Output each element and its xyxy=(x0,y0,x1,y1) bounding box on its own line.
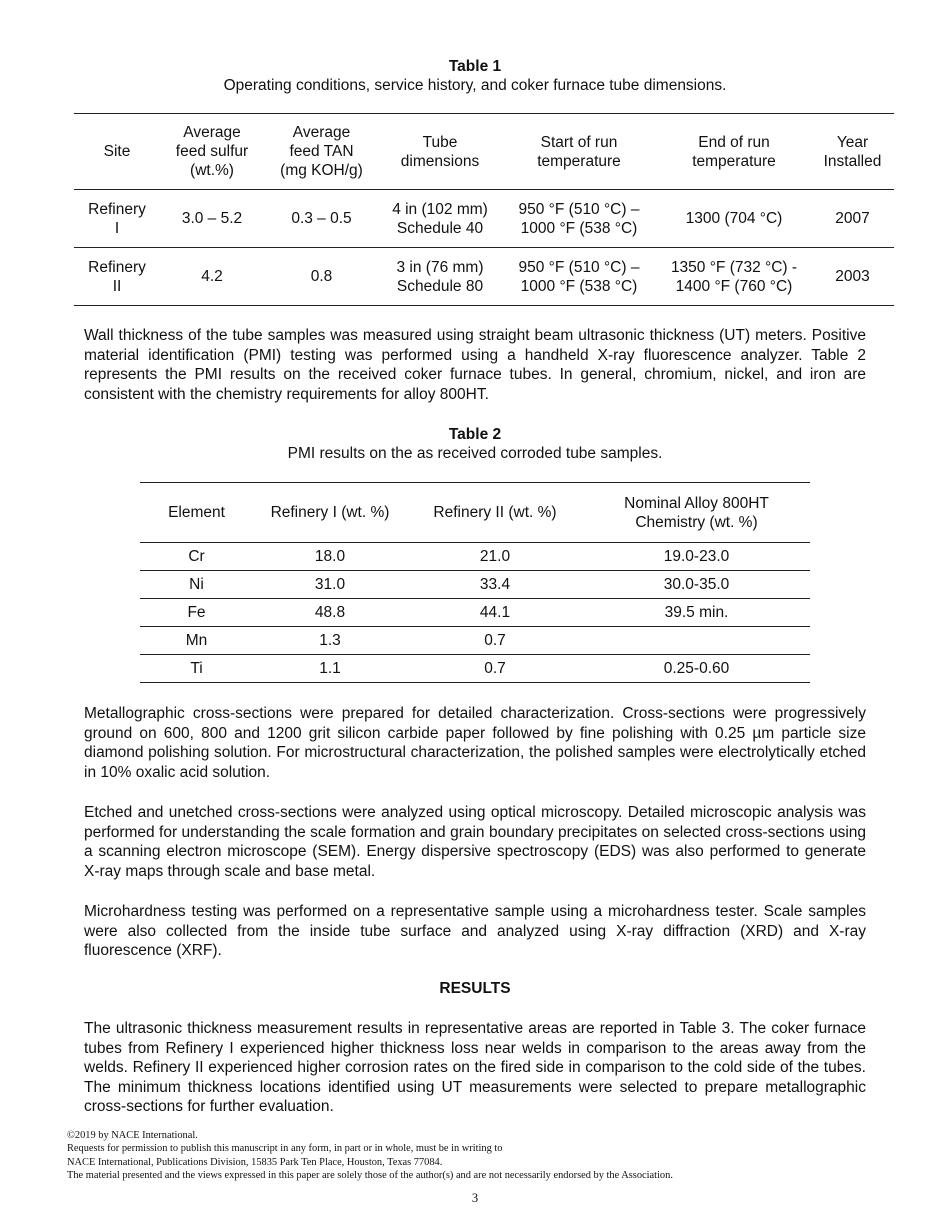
table-cell: 1.1 xyxy=(319,660,341,677)
table1-header-year: Year Installed xyxy=(811,114,894,190)
table1-number: Table 1 xyxy=(448,58,502,75)
table-cell: 1.3 xyxy=(253,627,407,655)
table-cell: 4.2 xyxy=(201,268,223,285)
table-cell: Refinery I xyxy=(74,190,160,248)
table-row xyxy=(74,248,894,306)
table1-header-start-temp: Start of run temperature xyxy=(501,114,657,190)
copyright-footer xyxy=(67,1129,907,1183)
table-cell: Cr xyxy=(140,543,253,571)
footer-copyright: ©2019 by NACE International. xyxy=(67,1130,198,1141)
table-row xyxy=(140,543,810,571)
table-cell: 2007 xyxy=(811,190,894,248)
table2-header-nominal: Nominal Alloy 800HT Chemistry (wt. %) xyxy=(583,483,810,543)
table-cell: 0.7 xyxy=(484,660,506,677)
results-heading: RESULTS xyxy=(439,980,511,997)
table1-caption xyxy=(0,57,950,95)
table-row xyxy=(140,571,810,599)
table2-header-row xyxy=(140,483,810,543)
table-cell: 2003 xyxy=(835,268,870,285)
table-cell: Refinery II xyxy=(88,258,146,295)
table-cell: 48.8 xyxy=(253,599,407,627)
table-cell: 0.3 – 0.5 xyxy=(264,190,379,248)
table2 xyxy=(140,482,810,683)
paragraph-results: The ultrasonic thickness measurement results in representative areas are reported in Table 3. The coker furnace tubes from Refinery I experienced higher thickness loss near welds in comparison to the areas away from the welds. Refinery II experienced higher corrosion rates on the fired side in comparison to the cold side of the tubes. The minimum thickness locations identified using UT measurements were selected to prepare metallographic cross-sections for further evaluation. xyxy=(84,1020,866,1116)
table-cell: 19.0-23.0 xyxy=(583,543,810,571)
paragraph-microhardness: Microhardness testing was performed on a representative sample using a microhardness tester. Scale samples were also collected from the inside tube surface and analyzed using X-ray diffraction (XRD) and X-ray fluorescence (XRF). xyxy=(84,903,866,960)
table-cell: Ni xyxy=(140,571,253,599)
paragraph-ut-pmi: Wall thickness of the tube samples was measured using straight beam ultrasonic thickness (UT) meters. Positive material identification (PMI) testing was performed using a handheld X-ray fluorescence analyzer. Table 2 represents the PMI results on the received coker furnace tubes. In general, chromium, nickel, and iron are consistent with the chemistry requirements for alloy 800HT. xyxy=(84,327,866,403)
table-cell xyxy=(583,627,810,655)
table2-caption-text: PMI results on the as received corroded tube samples. xyxy=(287,445,663,462)
table1-header-site: Site xyxy=(74,114,160,190)
table1-header-row xyxy=(74,114,894,190)
table-cell: Ti xyxy=(190,660,203,677)
table-cell: 950 °F (510 °C) – 1000 °F (538 °C) xyxy=(501,190,657,248)
table-cell: 18.0 xyxy=(253,543,407,571)
table-row xyxy=(140,599,810,627)
table-cell: 3.0 – 5.2 xyxy=(160,190,264,248)
table1-header-feed-sulfur: Average feed sulfur (wt.%) xyxy=(160,114,264,190)
table-cell: 44.1 xyxy=(407,599,583,627)
table-row xyxy=(140,655,810,683)
table-cell: 1300 (704 °C) xyxy=(657,190,811,248)
table-row xyxy=(140,627,810,655)
paragraph-metallography: Metallographic cross-sections were prepared for detailed characterization. Cross-sections were progressively ground on 600, 800 and 1200 grit silicon carbide paper followed by fine polishing with 0.25 µm particle size diamond polishing solution. For microstructural characterization, the polished samples were electrolytically etched in 10% oxalic acid solution. xyxy=(84,705,866,781)
table-cell: 21.0 xyxy=(407,543,583,571)
footer-permission: Requests for permission to publish this manuscript in any form, in part or in whole, must be in writing to xyxy=(67,1143,503,1155)
table-cell: 4 in (102 mm) Schedule 40 xyxy=(379,190,501,248)
table-cell: 1350 °F (732 °C) - 1400 °F (760 °C) xyxy=(670,258,798,295)
table1-header-end-temp: End of run temperature xyxy=(657,114,811,190)
table-cell: 33.4 xyxy=(407,571,583,599)
page-number: 3 xyxy=(471,1191,479,1205)
footer-disclaimer: The material presented and the views expressed in this paper are solely those of the author(s) and are not necessarily endorsed by the Association. xyxy=(67,1170,673,1182)
table2-number: Table 2 xyxy=(448,426,502,443)
table2-header-refinery-1: Refinery I (wt. %) xyxy=(253,483,407,543)
footer-address: NACE International, Publications Division, 15835 Park Ten Place, Houston, Texas 77084. xyxy=(67,1156,443,1168)
table2-header-element: Element xyxy=(140,483,253,543)
table2-header-refinery-2: Refinery II (wt. %) xyxy=(407,483,583,543)
table-cell: 39.5 min. xyxy=(583,599,810,627)
table-cell: 3 in (76 mm) Schedule 80 xyxy=(396,258,484,295)
table-cell: 0.7 xyxy=(407,627,583,655)
table1-caption-text: Operating conditions, service history, and coker furnace tube dimensions. xyxy=(223,77,727,94)
table-row xyxy=(74,190,894,248)
table-cell: 0.8 xyxy=(310,268,333,285)
table-cell: Mn xyxy=(140,627,253,655)
table-cell: 31.0 xyxy=(253,571,407,599)
table-cell: 0.25-0.60 xyxy=(663,660,730,677)
table-cell: Fe xyxy=(140,599,253,627)
table-cell: 30.0-35.0 xyxy=(583,571,810,599)
table1-header-feed-tan: Average feed TAN (mg KOH/g) xyxy=(264,114,379,190)
table-cell: 950 °F (510 °C) – 1000 °F (538 °C) xyxy=(518,258,640,295)
table1 xyxy=(74,113,894,306)
table1-header-tube-dimensions: Tube dimensions xyxy=(379,114,501,190)
paragraph-microscopy: Etched and unetched cross-sections were analyzed using optical microscopy. Detailed microscopic analysis was performed for understanding the scale formation and grain boundary precipitates on selected cross-sections using a scanning electron microscope (SEM). Energy dispersive spectroscopy (EDS) was also performed to generate X-ray maps through scale and base metal. xyxy=(84,804,866,880)
table2-caption xyxy=(0,425,950,463)
